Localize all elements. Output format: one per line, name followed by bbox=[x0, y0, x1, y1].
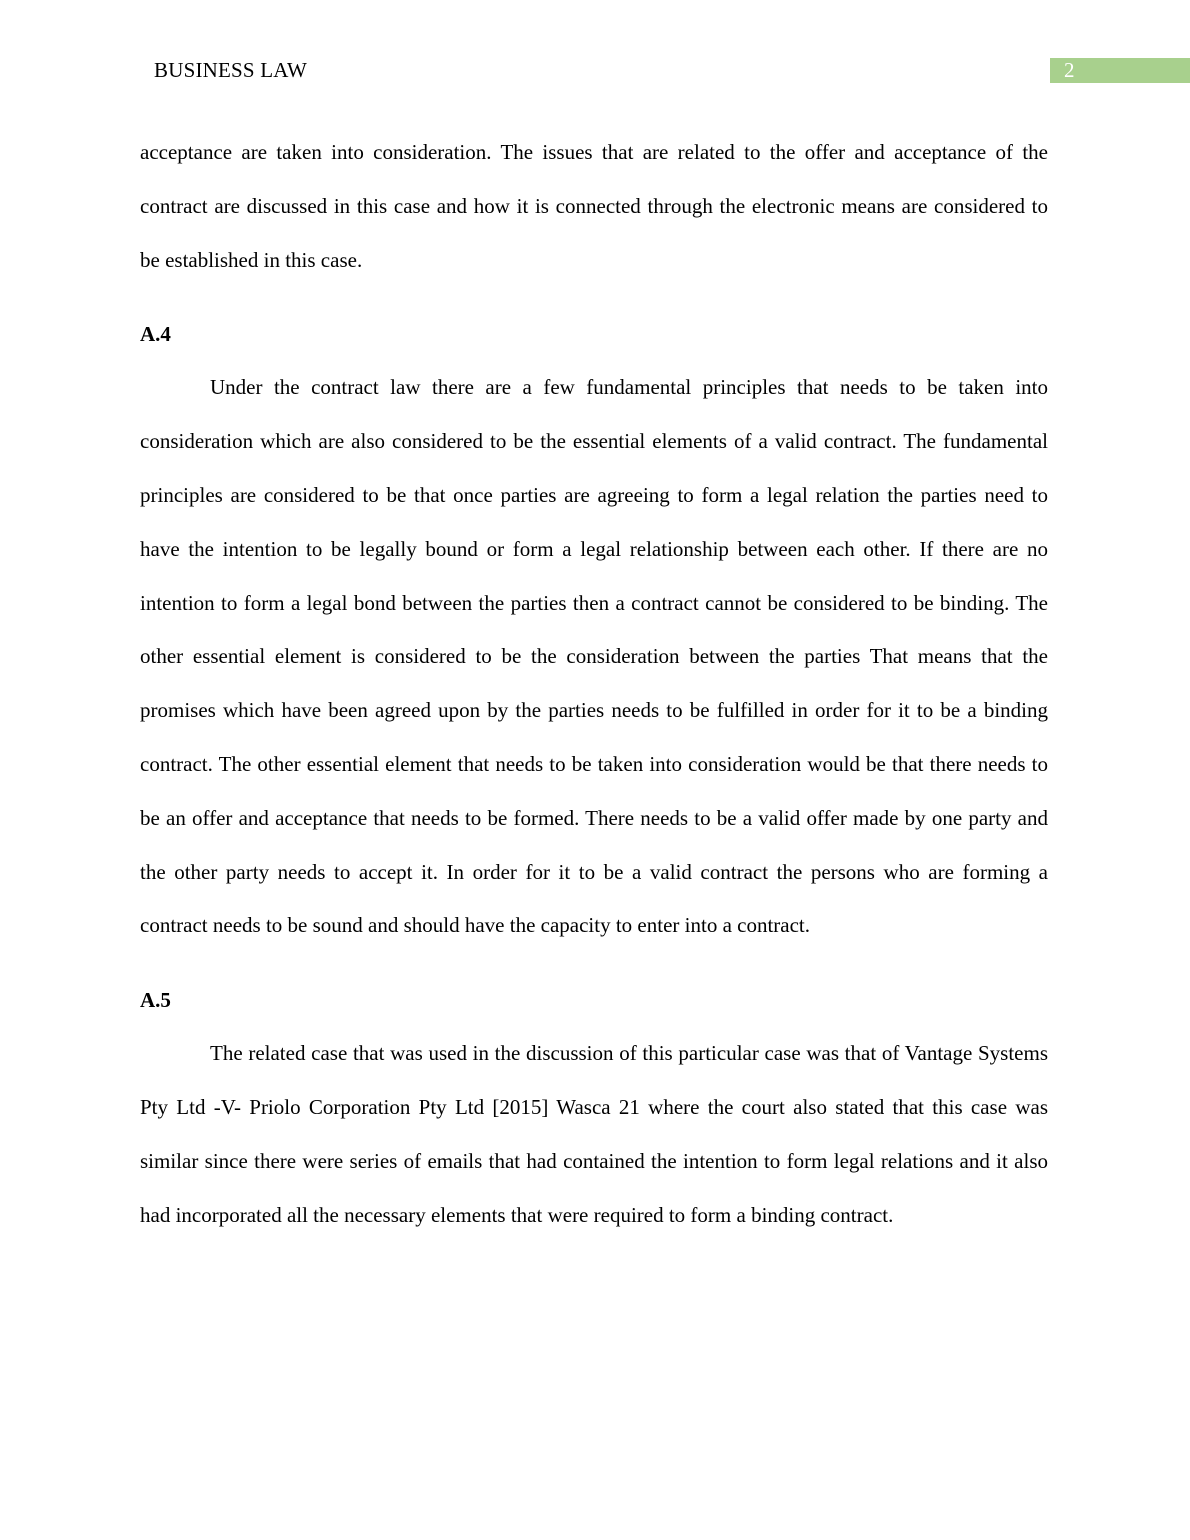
intro-paragraph: acceptance are taken into consideration. The issues that are related to the offer and acceptance of the contract are discussed in this case and how it is connected through the electronic means are considered to be established in this case. bbox=[140, 140, 1048, 272]
section-paragraph-a4: Under the contract law there are a few fundamental principles that needs to be taken into consideration which are also considered to be the essential elements of a valid contract. The fundamental principles are considered to be that once parties are agreeing to form a legal relation the parties need to have the intention to be legally bound or form a legal relationship between each other. If there are no intention to form a legal bond between the parties then a contract cannot be considered to be binding. The other essential element is considered to be the consideration between the parties That means that the promises which have been agreed upon by the parties needs to be fulfilled in order for it to be a binding contract. The other essential element that needs to be taken into consideration would be that there needs to be an offer and acceptance that needs to be formed. There needs to be a valid offer made by one party and the other party needs to accept it. In order for it to be a valid contract the persons who are forming a contract needs to be sound and should have the capacity to enter into a contract. bbox=[140, 375, 1048, 938]
page-number-bar bbox=[1050, 58, 1190, 83]
page-number: 2 bbox=[1064, 58, 1075, 82]
section-heading-a4: A.4 bbox=[140, 322, 171, 347]
section-paragraph-a5: The related case that was used in the discussion of this particular case was that of Vantage Systems Pty Ltd -V- Priolo Corporation Pty Ltd [2015] Wasca 21 where the court also stated that this case was similar since there were series of emails that had contained the intention to form legal relations and it also had incorporated all the necessary elements that were required to form a binding contract. bbox=[140, 1041, 1048, 1227]
section-heading-a5: A.5 bbox=[140, 988, 171, 1013]
header-title: BUSINESS LAW bbox=[154, 58, 307, 82]
document-body bbox=[140, 126, 1048, 1242]
